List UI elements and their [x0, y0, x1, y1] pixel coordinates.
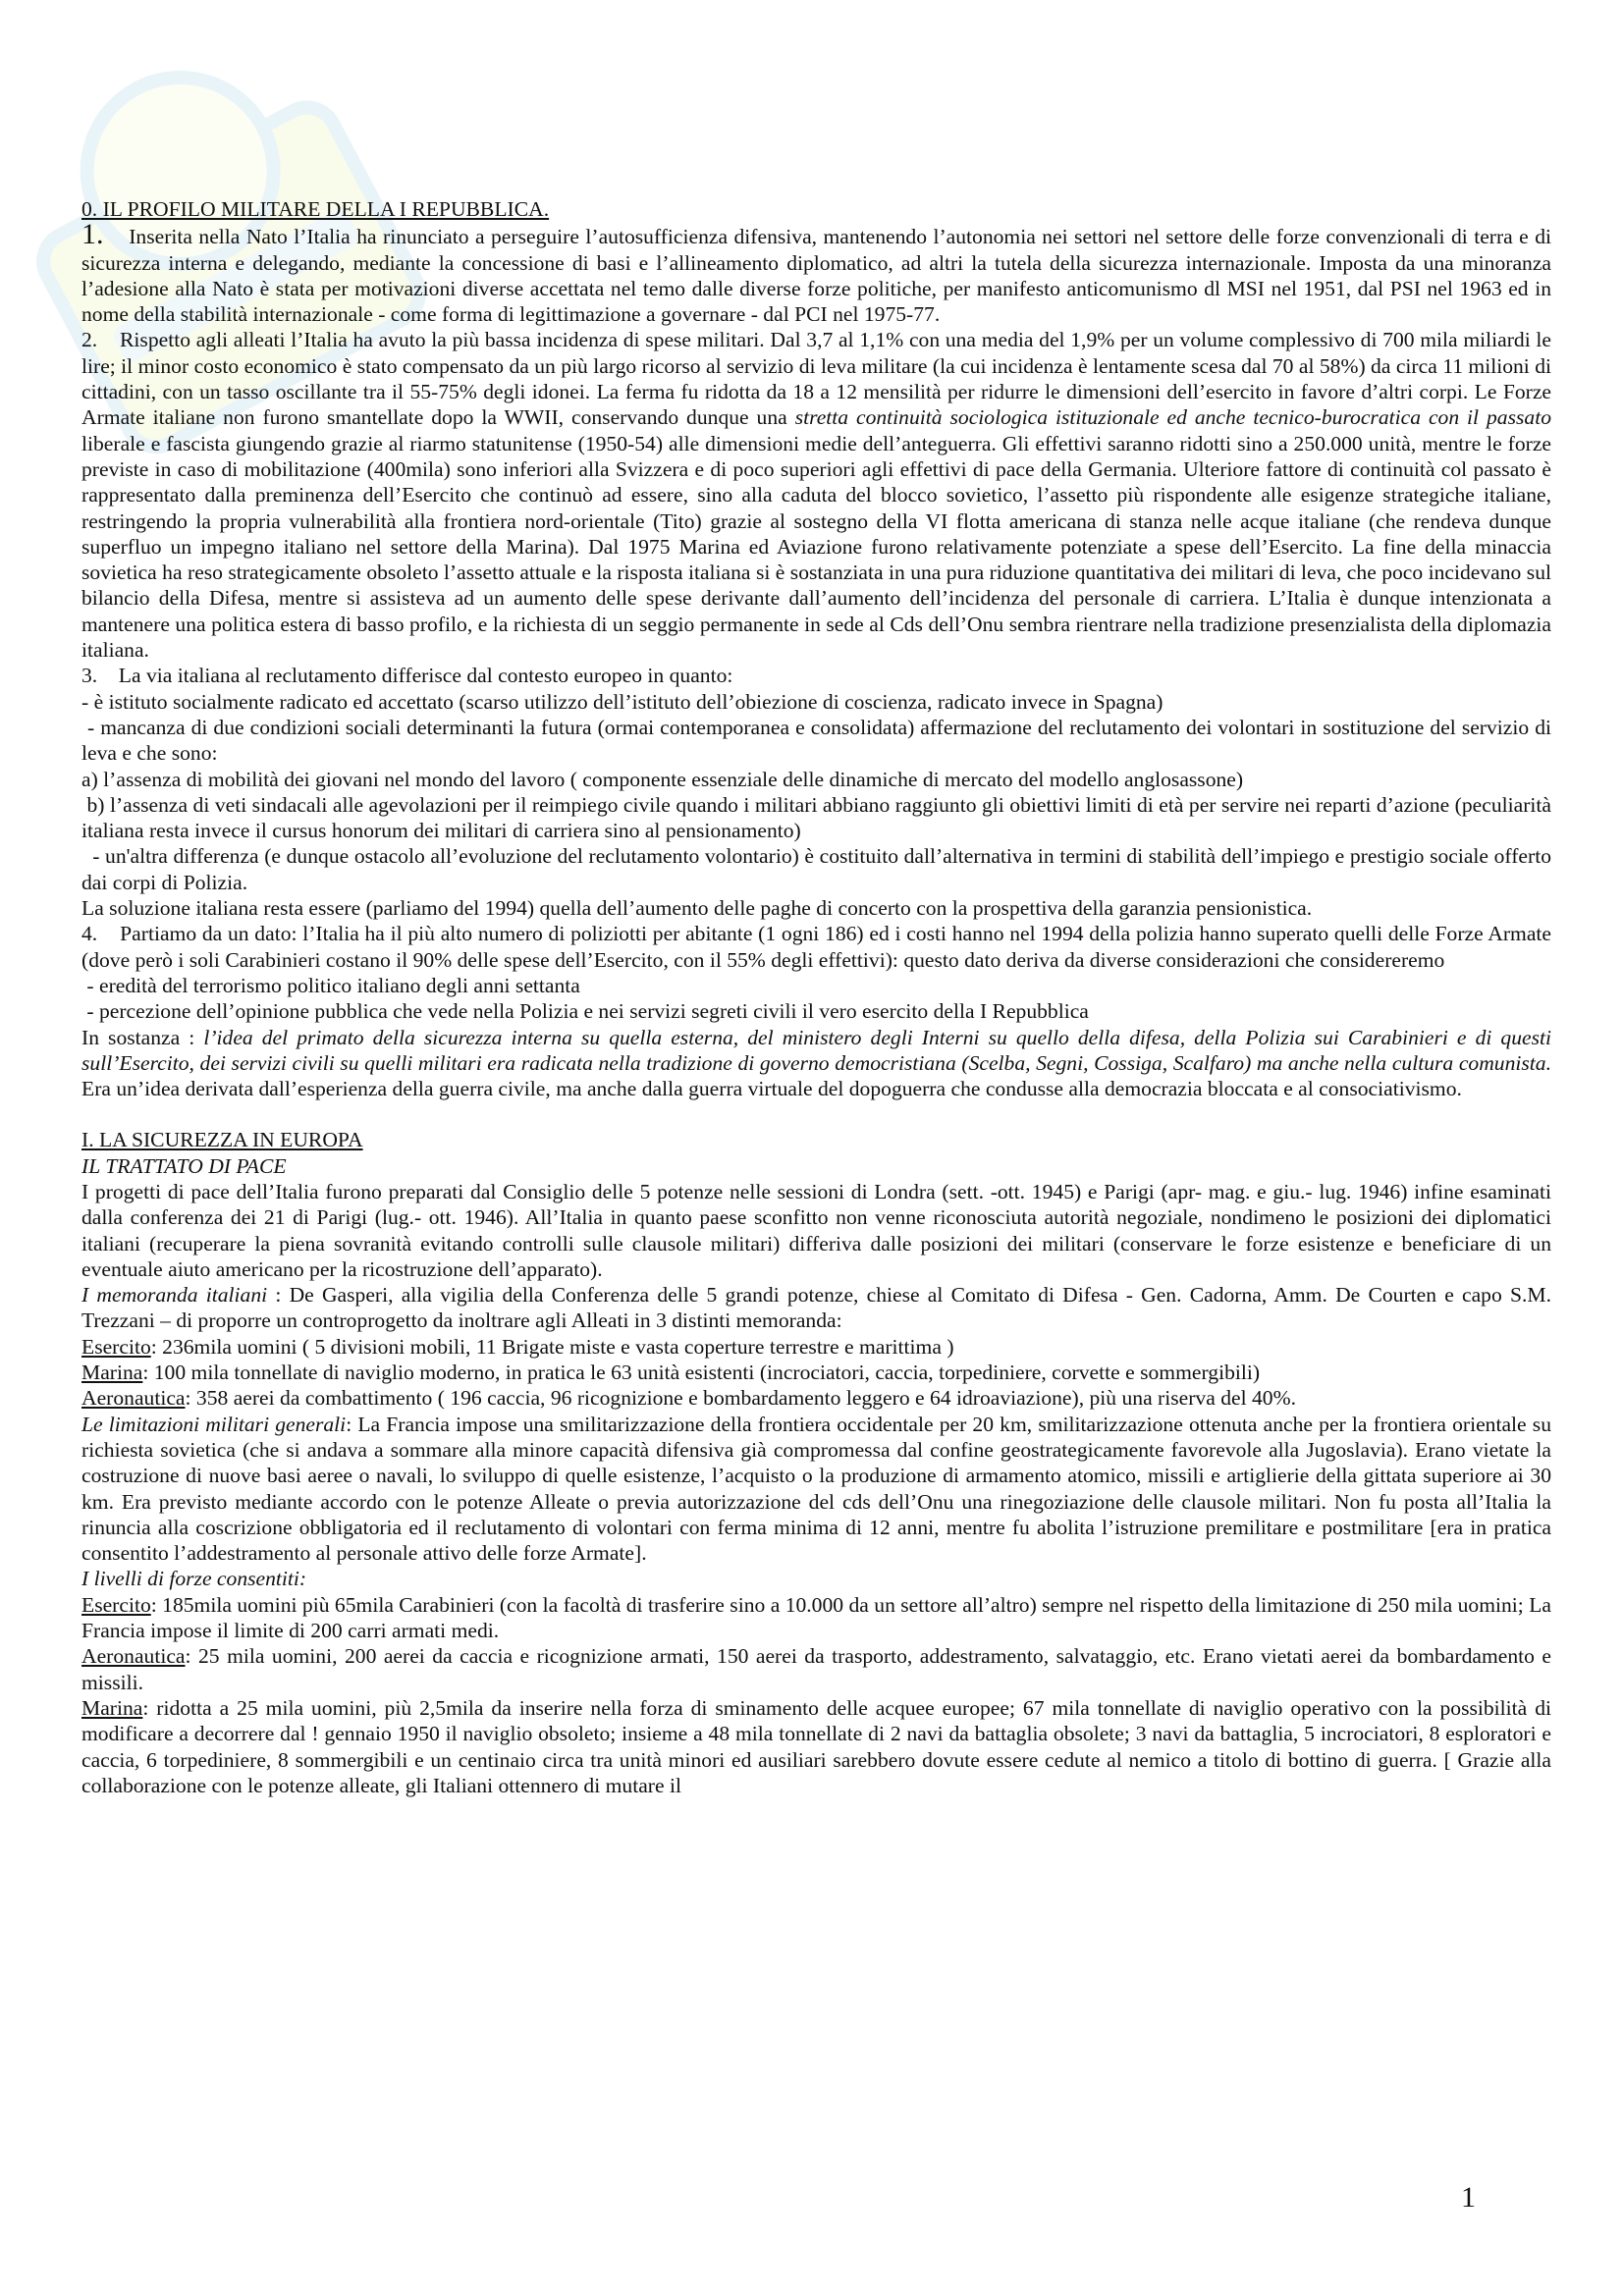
- paragraph-text: I memoranda italiani : De Gasperi, alla vigilia della Conferenza delle 5 grandi potenze, chiese al Comitato di Difesa - Gen. Cadorna, Amm. De Courten e capo S.M. Trezzani – di proporre un controprogetto da inoltrare agli Alleati in 3 distinti memoranda:: [81, 1283, 1551, 1333]
- document-body: [81, 196, 1551, 1798]
- paragraph-text: Le limitazioni militari generali: La Francia impose una smilitarizzazione della frontiera occidentale per 20 km, smilitarizzazione ottenuta anche per la frontiera orientale su richiesta sovietica (che si andava a sommare alla minore capacità difensiva già compromessa dal confine geostrategicamente favorevole alla Jugoslavia). Erano vietate la costruzione di nuove basi aeree o navali, lo sviluppo di quelle esistenze, l’acquisto o la produzione di armamento atomico, missili e artiglierie della gittata superiore ai 30 km. Era previsto mediante accordo con le potenze Alleate o previa autorizzazione del cds dell’Onu una rinegoziazione delle clausole militari. Non fu posta all’Italia la rinuncia alla coscrizione obbligatoria ed il reclutamento di volontari con ferma minima di 12 anni, mentre fu abolita l’istruzione premilitare e postmilitare [era in pratica consentito l’addestramento al personale attivo delle forze Armate].: [81, 1412, 1551, 1566]
- list-item: Marina: 100 mila tonnellate di naviglio moderno, in pratica le 63 unità esistenti (incrociatori, caccia, torpediniere, corvette e sommergibili): [81, 1361, 1261, 1385]
- subsection-heading: IL TRATTATO DI PACE: [81, 1153, 287, 1178]
- paragraph-text: I progetti di pace dell’Italia furono preparati dal Consiglio delle 5 potenze nelle sessioni di Londra (sett. -ott. 1945) e Parigi (apr- mag. e giu.- lug. 1946) infine esaminati dalla conferenza dei 21 di Parigi (lug.- ott. 1946). All’Italia in quanto paese sconfitto non venne riconosciuta autorità negoziale, nondimeno le posizioni dei diplomatici italiani (recuperare la piena sovranità evitando controlli sulle clausole militari) differiva dalle posizioni dei militari (conservare le forze esistenze e beneficiare di un eventuale aiuto americano per la ricostruzione dell’apparato).: [81, 1179, 1551, 1281]
- paragraph-number: 1.: [81, 218, 104, 251]
- list-item: - un'altra differenza (e dunque ostacolo all’evoluzione del reclutamento volontario) è costituito dall’alternativa in termini di stabilità dell’impiego e prestigio sociale offerto dai corpi di Polizia.: [81, 844, 1551, 894]
- list-item: - percezione dell’opinione pubblica che vede nella Polizia e nei servizi segreti civili il vero esercito della I Repubblica: [81, 999, 1089, 1024]
- paragraph-summary: In sostanza : l’idea del primato della sicurezza interna su quella esterna, del ministero degli Interni su quello della difesa, della Polizia sui Carabinieri e di questi sull’Esercito, dei servizi civili su quelli militari era radicata nella tradizione di governo democristiana (Scelba, Segni, Cossiga, Scalfaro) ma anche nella cultura comunista. Era un’idea derivata dall’esperienza della guerra civile, ma anche dalla guerra virtuale del dopoguerra che condusse alla democrazia bloccata e al consociativismo.: [81, 1025, 1551, 1101]
- list-item: - è istituto socialmente radicato ed accettato (scarso utilizzo dell’istituto dell’obiezione di coscienza, radicato invece in Spagna): [81, 689, 1163, 714]
- paragraph-1: 1. Inserita nella Nato l’Italia ha rinunciato a perseguire l’autosufficienza difensiva, mantenendo l’autonomia nei settori nel settore delle forze convenzionali di terra e di sicurezza interna e delegando, mediante la concessione di basi e l’allineamento diplomatico, ad altri la tutela della sicurezza internazionale. Imposta da una minoranza l’adesione alla Nato è stata per motivazioni diverse accettata nel temo dalle diverse forze politiche, per manifesto anticomunismo dl MSI nel 1951, dal PSI nel 1963 ed in nome della stabilità internazionale - come forma di legittimazione a governare - dal PCI nel 1975-77.: [81, 218, 1551, 327]
- paragraph-2: 2. Rispetto agli alleati l’Italia ha avuto la più bassa incidenza di spese militari. Dal 3,7 al 1,1% con una media del 1,9% per un volume complessivo di 700 mila miliardi le lire; il minor costo economico è stato compensato da un più largo ricorso al servizio di leva militare (la cui incidenza è lentamente scesa dal 70 al 58%) da circa 11 milioni di cittadini, con un tasso oscillante tra il 55-75% degli idonei. La ferma fu ridotta da 18 a 12 mensilità per ridurre le dimensioni dell’esercito in favore d’altri corpi. Le Forze Armate italiane non furono smantellate dopo la WWII, conservando dunque una stretta continuità sociologica istituzionale ed anche tecnico-burocratica con il passato liberale e fascista giungendo grazie al riarmo statunitense (1950-54) alle dimensioni medie dell’anteguerra. Gli effettivi saranno ridotti sino a 250.000 unità, mentre le forze previste in caso di mobilitazione (400mila) sono inferiori alla Svizzera e di poco superiori agli effettivi di pace della Germania. Ulteriore fattore di continuità col passato è rappresentato dalla preminenza dell’Esercito che continuò ad essere, sino alla caduta del blocco sovietico, l’assetto più rispondente alle esigenze strategiche italiane, restringendo la propria vulnerabilità alla frontiera nord-orientale (Tito) grazie al sostegno della VI flotta americana di stanza nelle acque italiane (che rendeva dunque superfluo un impegno italiano nel settore della Marina). Dal 1975 Marina ed Aviazione furono relativamente potenziate a spese dell’Esercito. La fine della minaccia sovietica ha reso strategicamente obsoleto l’assetto attuale e la risposta italiana si è sostanziata in una pura riduzione quantitativa dei militari di leva, che poco incidevano sul bilancio della Difesa, mentre si assisteva ad un aumento delle spese derivante dall’aumento dell’incidenza del personale di carriera. L’Italia è dunque intenzionata a mantenere una politica estera di basso profilo, e la richiesta di un seggio permanente in sede al Cds dell’Onu sembra rientrare nella tradizione presenzialista della diplomazia italiana.: [81, 328, 1551, 663]
- paragraph-text: La soluzione italiana resta essere (parliamo del 1994) quella dell’aumento delle paghe di concerto con la prospettiva della garanzia pensionistica.: [81, 896, 1313, 921]
- list-item: - eredità del terrorismo politico italiano degli anni settanta: [81, 973, 580, 997]
- list-item: Esercito: 185mila uomini più 65mila Carabinieri (con la facoltà di trasferire sino a 10.000 da un settore all’altro) sempre nel rispetto della limitazione di 250 mila uomini; La Francia impose il limite di 200 carri armati medi.: [81, 1592, 1551, 1643]
- paragraph-3: 3. La via italiana al reclutamento differisce dal contesto europeo in quanto:: [81, 664, 733, 688]
- section-heading: 0. IL PROFILO MILITARE DELLA I REPUBBLICA.: [81, 197, 550, 221]
- section-heading: I. LA SICUREZZA IN EUROPA: [81, 1128, 363, 1152]
- subsection-heading: I livelli di forze consentiti:: [81, 1567, 307, 1591]
- paragraph-4: 4. Partiamo da un dato: l’Italia ha il più alto numero di poliziotti per abitante (1 ogni 186) ed i costi hanno nel 1994 della polizia hanno superato quelli delle Forze Armate (dove però i soli Carabinieri costano il 90% delle spese dell’Esercito, con il 55% degli effettivi): questo dato deriva da diverse considerazioni che considereremo: [81, 922, 1551, 972]
- list-item: Aeronautica: 25 mila uomini, 200 aerei da caccia e ricognizione armati, 150 aerei da trasporto, addestramento, salvataggio, etc. Erano vietati aerei da bombardamento e missili.: [81, 1644, 1551, 1694]
- page-number: 1: [1461, 2181, 1476, 2214]
- list-item: Esercito: 236mila uomini ( 5 divisioni mobili, 11 Brigate miste e vasta coperture terrestre e marittima ): [81, 1334, 954, 1359]
- list-item: a) l’assenza di mobilità dei giovani nel mondo del lavoro ( componente essenziale delle dinamiche di mercato del modello anglosassone): [81, 767, 1244, 791]
- list-item: b) l’assenza di veti sindacali alle agevolazioni per il reimpiego civile quando i militari abbiano raggiunto gli obiettivi limiti di età per servire nei reparti d’azione (peculiarità italiana resta invece il cursus honorum dei militari di carriera sino al pensionamento): [81, 792, 1551, 843]
- list-item: Marina: ridotta a 25 mila uomini, più 2,5mila da inserire nella forza di sminamento delle acquee europee; 67 mila tonnellate di naviglio operativo con la possibilità di modificare a decorrere dal ! gennaio 1950 il naviglio obsoleto; insieme a 48 mila tonnellate di 2 navi da battaglia obsolete; 3 navi da battaglia, 5 incrociatori, 8 esploratori e caccia, 6 torpediniere, 8 sommergibili e un centinaio circa tra unità minori ed ausiliari sarebbero dovute essere cedute al nemico a titolo di bottino di guerra. [ Grazie alla collaborazione con le potenze alleate, gli Italiani ottennero di mutare il: [81, 1695, 1551, 1797]
- list-item: Aeronautica: 358 aerei da combattimento ( 196 caccia, 96 ricognizione e bombardamento leggero e 64 idroaviazione), più una riserva del 40%.: [81, 1386, 1296, 1411]
- list-item: - mancanza di due condizioni sociali determinanti la futura (ormai contemporanea e consolidata) affermazione del reclutamento dei volontari in sostituzione del servizio di leva e che sono:: [81, 715, 1551, 766]
